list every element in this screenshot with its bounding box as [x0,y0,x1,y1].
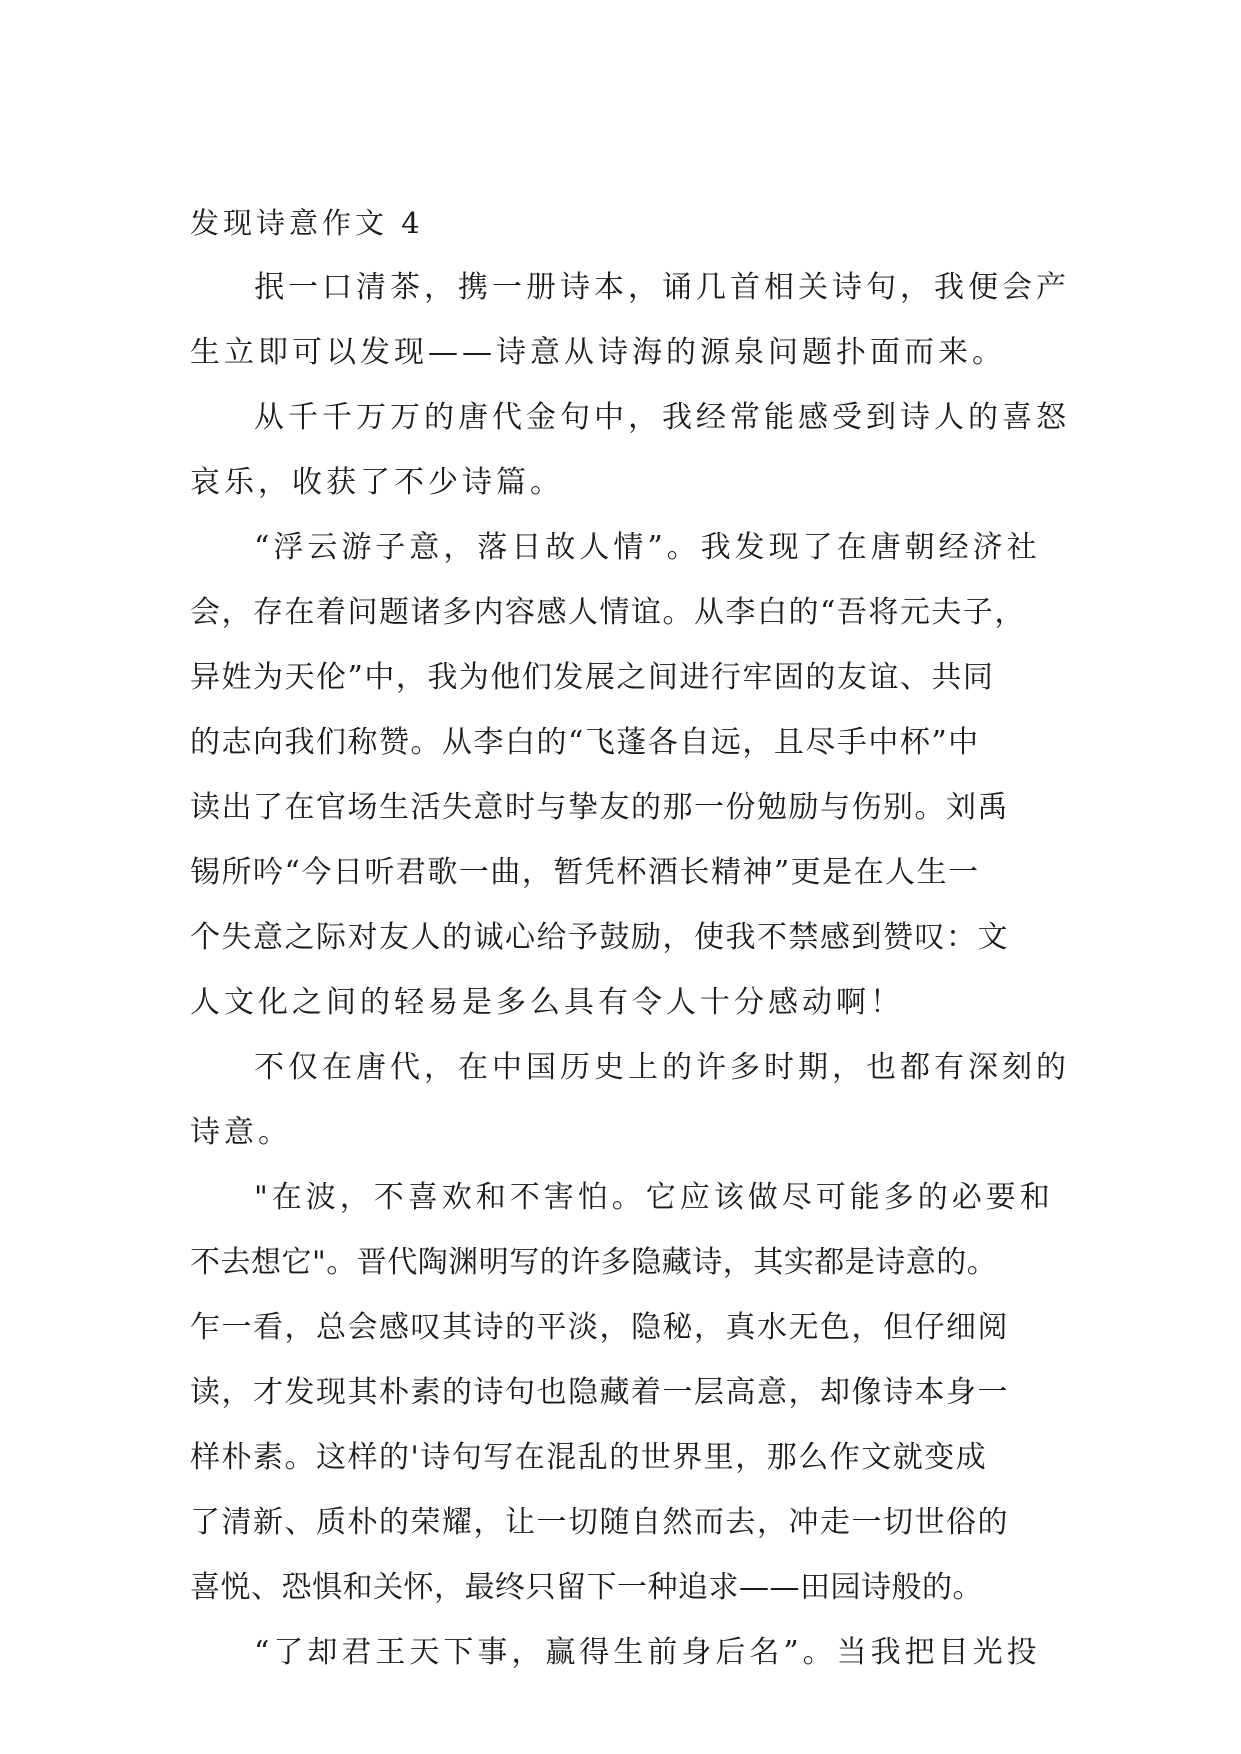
paragraph-5-line-2: 不去想它"。晋代陶渊明写的许多隐藏诗，其实都是诗意的。 [190,1245,998,1280]
paragraph-5-line-5: 样朴素。这样的'诗句写在混乱的世界里，那么作文就变成 [190,1440,988,1475]
paragraph-3-line-3: 异姓为天伦”中，我为他们发展之间进行牢固的友谊、共同 [190,660,995,695]
paragraph-5-line-6: 了清新、质朴的荣耀，让一切随自然而去，冲走一切世俗的 [190,1505,1009,1540]
paragraph-3-line-6: 锡所吟“今日听君歌一曲，暂凭杯酒长精神”更是在人生一 [190,855,980,890]
paragraph-5-line-7: 喜悦、恐惧和关怀，最终只留下一种追求——田园诗般的。 [190,1570,983,1605]
paragraph-5-line-1: "在波，不喜欢和不害怕。它应该做尽可能多的必要和 [254,1180,1054,1215]
paragraph-3-line-7: 个失意之际对友人的诚心给予鼓励，使我不禁感到赞叹：文 [190,920,1009,955]
paragraph-1-line-2: 生立即可以发现——诗意从诗海的源泉问题扑面而来。 [190,335,1006,370]
paragraph-3-line-5: 读出了在官场生活失意时与挚友的那一份勉励与伤别。刘禹 [190,790,1009,825]
paragraph-3-line-1: “浮云游子意，落日故人情”。我发现了在唐朝经济社 [254,530,1041,565]
paragraph-5-line-3: 乍一看，总会感叹其诗的平淡，隐秘，真水无色，但仔细阅 [190,1310,1009,1345]
paragraph-1-line-1: 抿一口清茶，携一册诗本，诵几首相关诗句，我便会产 [254,270,1070,305]
paragraph-3-line-8: 人文化之间的轻易是多么具有令人十分感动啊！ [190,985,904,1020]
paragraph-2-line-2: 哀乐，收获了不少诗篇。 [190,465,564,500]
paragraph-3-line-4: 的志向我们称赞。从李白的“飞蓬各自远，且尽手中杯”中 [190,725,980,760]
document-title: 发现诗意作文 4 [190,206,424,240]
paragraph-4-line-1: 不仅在唐代，在中国历史上的许多时期，也都有深刻的 [254,1050,1070,1085]
document-body [190,195,1070,1685]
paragraph-6-line-1: “了却君王天下事，赢得生前身后名”。当我把目光投 [254,1635,1041,1670]
paragraph-3-line-2: 会，存在着问题诸多内容感人情谊。从李白的“吾将元夫子， [190,595,1026,630]
paragraph-4-line-2: 诗意。 [190,1115,292,1150]
paragraph-2-line-1: 从千千万万的唐代金句中，我经常能感受到诗人的喜怒 [254,400,1070,435]
paragraph-5-line-4: 读，才发现其朴素的诗句也隐藏着一层高意，却像诗本身一 [190,1375,1009,1410]
